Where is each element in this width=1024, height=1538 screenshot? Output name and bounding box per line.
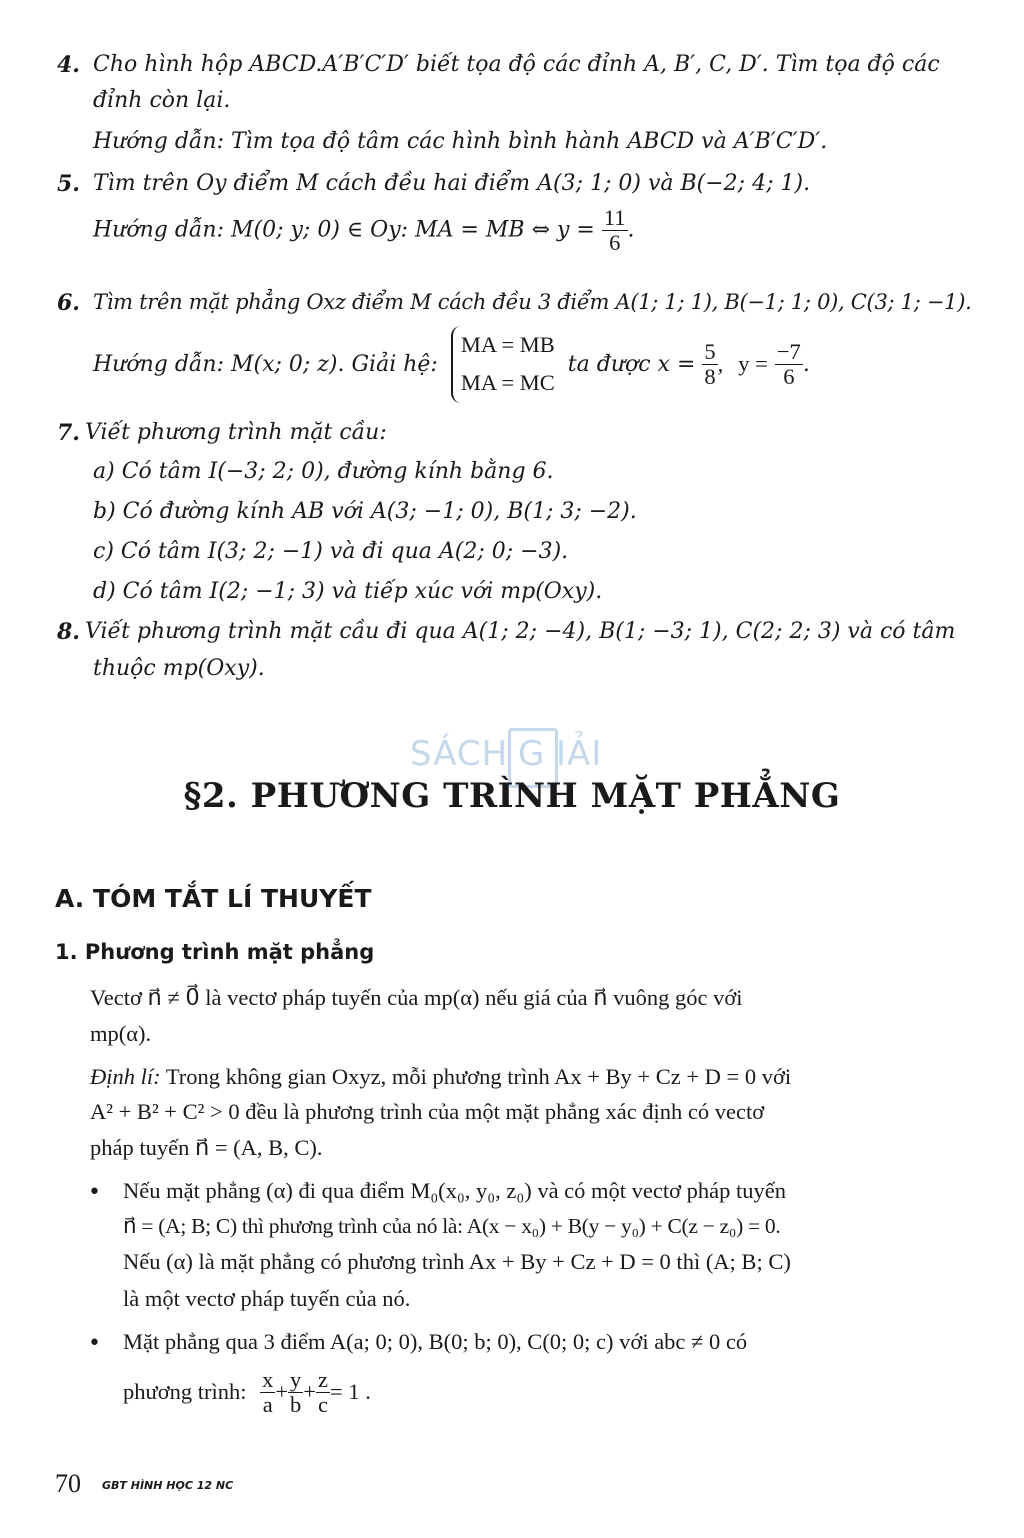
problem-8-line2: thuộc mp(Oxy). xyxy=(93,656,265,681)
problem-5-number: 5. xyxy=(57,171,80,197)
plane-intercept-equation xyxy=(123,1368,371,1416)
problem-7-line1: Viết phương trình mặt cầu: xyxy=(85,420,387,445)
theorem-line1-text: Trong không gian Oxyz, mỗi phương trình Ax + By + Cz + D = 0 với xyxy=(165,1064,792,1089)
fraction-y-result xyxy=(775,340,803,388)
fraction-y-over-b xyxy=(288,1368,303,1416)
plus-sign: + xyxy=(303,1379,316,1405)
problem-7-part-b: b) Có đường kính AB với A(3; −1; 0), B(1; 3; −2). xyxy=(93,499,637,524)
numerator-x: x xyxy=(262,1367,274,1392)
problem-6-hint-text: Hướng dẫn: M(x; 0; z). Giải hệ: xyxy=(93,351,438,377)
comma: , xyxy=(717,351,724,377)
watermark-left: SÁCH xyxy=(410,734,509,774)
bullet-1-line4: là một vectơ pháp tuyến của nó. xyxy=(123,1286,411,1311)
fraction-z-over-c xyxy=(316,1368,330,1416)
problem-6-number: 6. xyxy=(57,290,80,316)
theorem-line1 xyxy=(90,1064,791,1090)
bullet-1-line2: n⃗ = (A; B; C) thì phương trình của nó là: A(x − x₀) + B(y − y₀) + C(z − z₀) = 0. xyxy=(123,1214,781,1238)
theory-p1-line1: Vectơ n⃗ ≠ 0⃗ là vectơ pháp tuyến của mp(α) nếu giá của n⃗ vuông góc với xyxy=(90,985,743,1010)
fraction-x-denominator: 8 xyxy=(704,363,716,389)
fraction-y-numerator: 11 xyxy=(603,205,626,230)
problem-7-part-a: a) Có tâm I(−3; 2; 0), đường kính bằng 6. xyxy=(93,459,554,484)
fraction-x xyxy=(702,340,717,388)
fraction-y-result-numerator: −7 xyxy=(776,339,801,365)
problem-4-line2: đỉnh còn lại. xyxy=(93,88,231,113)
fraction-y xyxy=(602,206,628,254)
theorem-line2: A² + B² + C² > 0 đều là phương trình của một mặt phẳng xác định có vectơ xyxy=(90,1099,765,1124)
result-text: ta được x = xyxy=(567,351,696,377)
equals-one: = 1 . xyxy=(330,1379,371,1405)
equation-system xyxy=(451,326,555,403)
problem-7-part-c: c) Có tâm I(3; 2; −1) và đi qua A(2; 0; −3). xyxy=(93,539,569,564)
numerator-y: y xyxy=(290,1367,302,1392)
book-title: GBT HÌNH HỌC 12 NC xyxy=(102,1479,234,1492)
theory-p1-line2: mp(α). xyxy=(90,1021,152,1046)
fraction-x-numerator: 5 xyxy=(704,339,716,365)
system-equation-2: MA = MC xyxy=(460,370,555,396)
theorem-label: Định lí: xyxy=(90,1064,161,1089)
problem-5-hint xyxy=(93,206,635,254)
fraction-x-over-a xyxy=(260,1368,275,1416)
problem-5-hint-text: Hướng dẫn: M(0; y; 0) ∈ Oy: MA = MB ⇔ y = xyxy=(93,217,595,243)
problem-4-line1: Cho hình hộp ABCD.A′B′C′D′ biết tọa độ các đỉnh A, B′, C, D′. Tìm tọa độ các xyxy=(93,52,940,77)
system-equation-1: MA = MB xyxy=(460,332,555,357)
subsection-1-heading: 1. Phương trình mặt phẳng xyxy=(55,940,375,964)
problem-6-line1: Tìm trên mặt phẳng Oxz điểm M cách đều 3 điểm A(1; 1; 1), B(−1; 1; 0), C(3; 1; −1). xyxy=(93,290,972,314)
problem-8-line1: Viết phương trình mặt cầu đi qua A(1; 2; −4), B(1; −3; 1), C(2; 2; 3) và có tâm xyxy=(85,619,956,644)
period: . xyxy=(802,351,810,377)
period: . xyxy=(627,217,635,243)
bullet-2-line1: Mặt phẳng qua 3 điểm A(a; 0; 0), B(0; b; 0), C(0; 0; c) với abc ≠ 0 có xyxy=(123,1329,748,1354)
theorem-line3: pháp tuyến n⃗ = (A, B, C). xyxy=(90,1135,323,1160)
bullet-1-line3: Nếu (α) là mặt phẳng có phương trình Ax + By + Cz + D = 0 thì (A; B; C) xyxy=(123,1249,791,1274)
bullet-2: • xyxy=(88,1331,101,1356)
numerator-z: z xyxy=(318,1367,328,1392)
y-label: y = xyxy=(738,351,768,377)
problem-6-hint xyxy=(93,326,810,403)
problem-5-line1: Tìm trên Oy điểm M cách đều hai điểm A(3; 1; 0) và B(−2; 4; 1). xyxy=(93,171,811,196)
page-number: 70 xyxy=(55,1469,81,1498)
plus-sign: + xyxy=(275,1379,289,1405)
equation-prefix: phương trình: xyxy=(123,1379,247,1405)
bullet-1-line1: Nếu mặt phẳng (α) đi qua điểm M₀(x₀, y₀, z₀) và có một vectơ pháp tuyến xyxy=(123,1178,787,1203)
fraction-y-denominator: 6 xyxy=(609,229,621,255)
problem-7-part-d: d) Có tâm I(2; −1; 3) và tiếp xúc với mp(Oxy). xyxy=(93,579,603,604)
problem-4-hint: Hướng dẫn: Tìm tọa độ tâm các hình bình hành ABCD và A′B′C′D′. xyxy=(93,129,828,154)
subsection-a-heading: A. TÓM TẮT LÍ THUYẾT xyxy=(55,884,372,913)
denominator-c: c xyxy=(318,1391,328,1417)
section-title: §2. PHƯƠNG TRÌNH MẶT PHẲNG xyxy=(183,776,841,816)
problem-8-number: 8. xyxy=(57,619,80,645)
denominator-b: b xyxy=(290,1391,302,1417)
bullet-1: • xyxy=(88,1180,101,1205)
problem-7-number: 7. xyxy=(57,420,80,446)
watermark-mid: G xyxy=(518,734,546,774)
problem-4-number: 4. xyxy=(57,52,80,78)
watermark-right: IẢI xyxy=(556,734,603,774)
denominator-a: a xyxy=(262,1391,273,1417)
fraction-y-result-denominator: 6 xyxy=(783,363,795,389)
